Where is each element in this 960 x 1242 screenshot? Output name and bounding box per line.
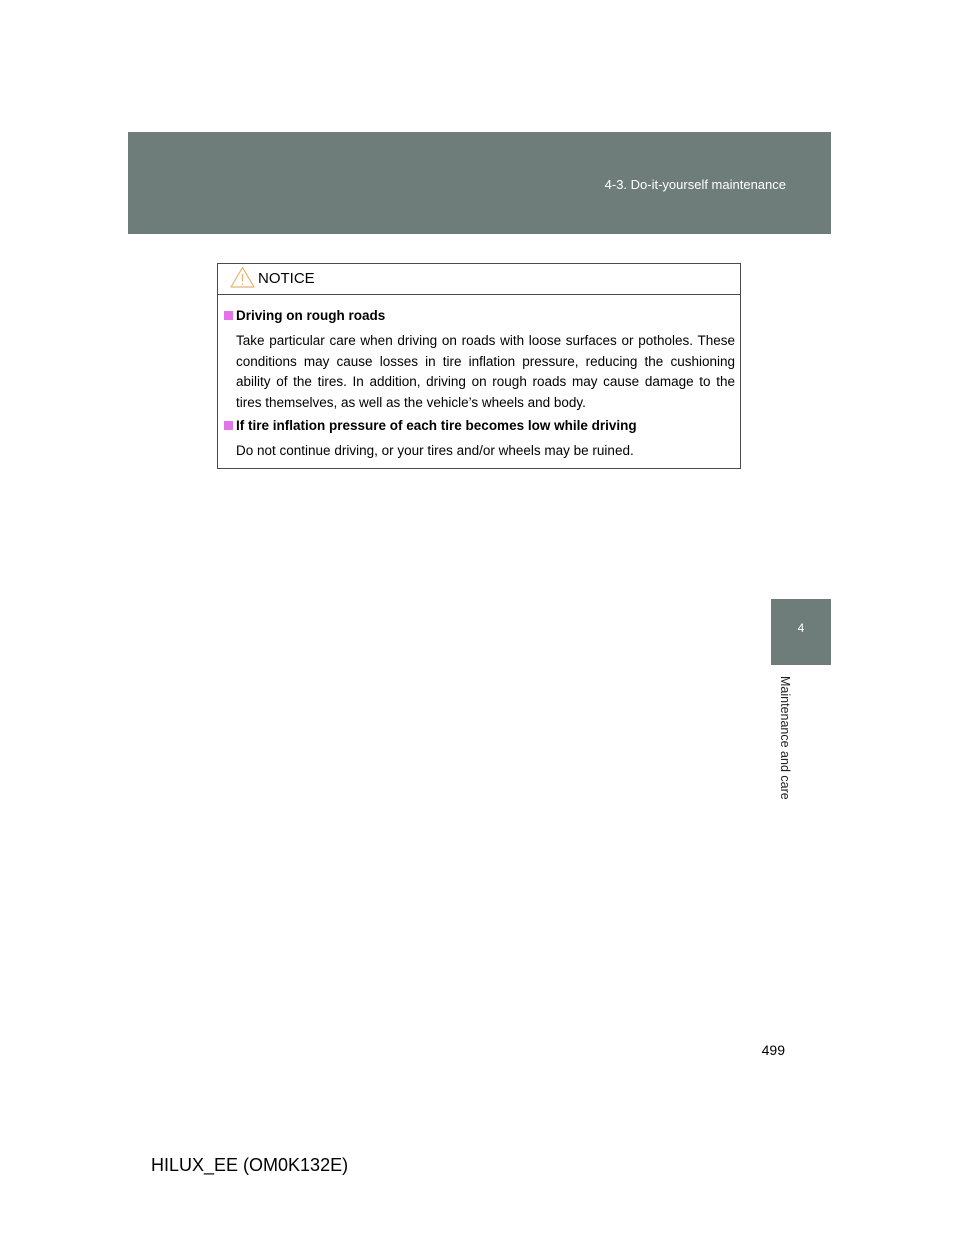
chapter-label: Maintenance and care: [778, 676, 792, 800]
notice-box: [217, 263, 741, 469]
footer-model-code: HILUX_EE (OM0K132E): [151, 1155, 349, 1175]
notice-item-text: Do not continue driving, or your tires and/or wheels may be ruined.: [236, 443, 634, 458]
chapter-number: 4: [797, 621, 805, 635]
notice-title: NOTICE: [258, 270, 315, 287]
notice-body: [218, 295, 740, 462]
chapter-tab: [771, 599, 831, 665]
header-band: [128, 132, 831, 234]
notice-item-text: Take particular care when driving on roads with loose surfaces or potholes. These conditions may cause losses in tire inflation pressure, reducing the cushioning ability of the tires. In addition, driving on rough roads may cause damage to the tires themselves, as well as the vehicle’s wheels and body.: [236, 333, 735, 410]
notice-header: [218, 264, 740, 295]
notice-item-heading: [224, 417, 735, 435]
square-bullet-icon: [224, 311, 233, 320]
notice-item-heading-text: Driving on rough roads: [236, 308, 386, 323]
notice-item-heading-text: If tire inflation pressure of each tire becomes low while driving: [236, 418, 637, 433]
square-bullet-icon: [224, 421, 233, 430]
warning-triangle-icon: [230, 266, 255, 288]
page-number: 499: [761, 1042, 785, 1058]
notice-item-heading: [224, 307, 735, 325]
section-title: 4-3. Do-it-yourself maintenance: [604, 177, 786, 192]
